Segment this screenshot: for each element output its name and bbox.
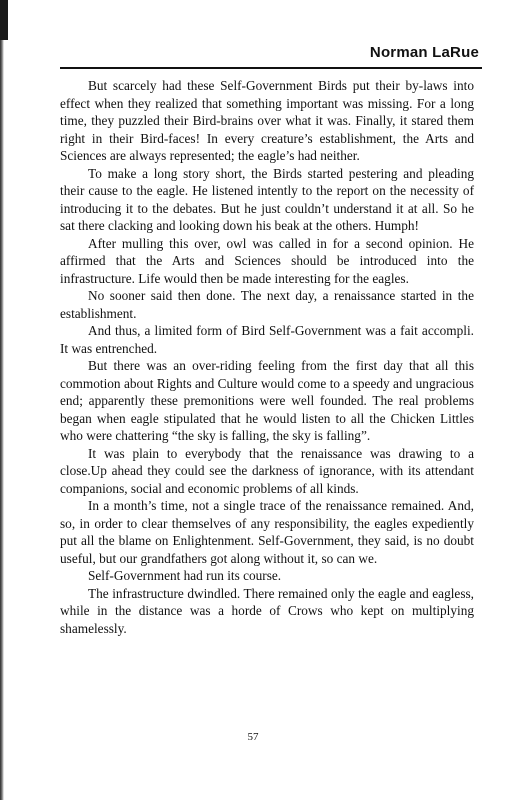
paragraph: And thus, a limited form of Bird Self-Government was a fait accompli. It was entrenched. (60, 323, 474, 356)
paragraph: But there was an over-riding feeling from the first day that all this commotion about Rights and Culture would come to a speedy and ungracious end; apparently these premonitions were well founded. The real problems began when eagle stipulated that he would listen to all the Chicken Littles who were chattering “the sky is falling, the sky is falling”. (60, 358, 474, 443)
paragraph: No sooner said then done. The next day, a renaissance started in the establishment. (60, 288, 474, 321)
header-rule (60, 67, 482, 69)
page-scan-corner (0, 0, 8, 40)
page-scan-edge (0, 0, 4, 800)
paragraph: The infrastructure dwindled. There remained only the eagle and eagless, while in the distance was a horde of Crows who kept on multiplying shamelessly. (60, 585, 474, 636)
paragraph: It was plain to everybody that the renaissance was drawing to a close.Up ahead they could see the darkness of ignorance, with its attendant companions, social and economic problems of all kinds. (60, 445, 474, 496)
paragraph: But scarcely had these Self-Government Birds put their by-laws into effect when they realized that something important was missing. For a long time, they puzzled their Bird-brains over what it was. Finally, it stared them right in their Bird-faces! In every creature’s establishment, the Arts and Sciences are always represented; the eagle’s had neither. (60, 78, 474, 163)
paragraph: To make a long story short, the Birds started pestering and pleading their cause to the eagle. He listened intently to the report on the necessity of introducing it to the debates. But he just couldn’t understand it at all. So he sat there clacking and looking down his beak at the others. Humph! (60, 165, 474, 233)
paragraph: After mulling this over, owl was called in for a second opinion. He affirmed that the Arts and Sciences should be introduced into the infrastructure. Life would then be made interesting for the eagles. (60, 235, 474, 286)
paragraph: In a month’s time, not a single trace of the renaissance remained. And, so, in order to clear themselves of any responsibility, the eagles expediently put all the blame on Enlightenment. Self-Government, they said, is no doubt useful, but our grandfathers got along without it, so can we. (60, 498, 474, 566)
page-number: 57 (247, 731, 259, 743)
body-text (60, 77, 474, 637)
paragraph: Self-Government had run its course. (88, 568, 282, 583)
running-head: Norman LaRue (369, 44, 479, 61)
